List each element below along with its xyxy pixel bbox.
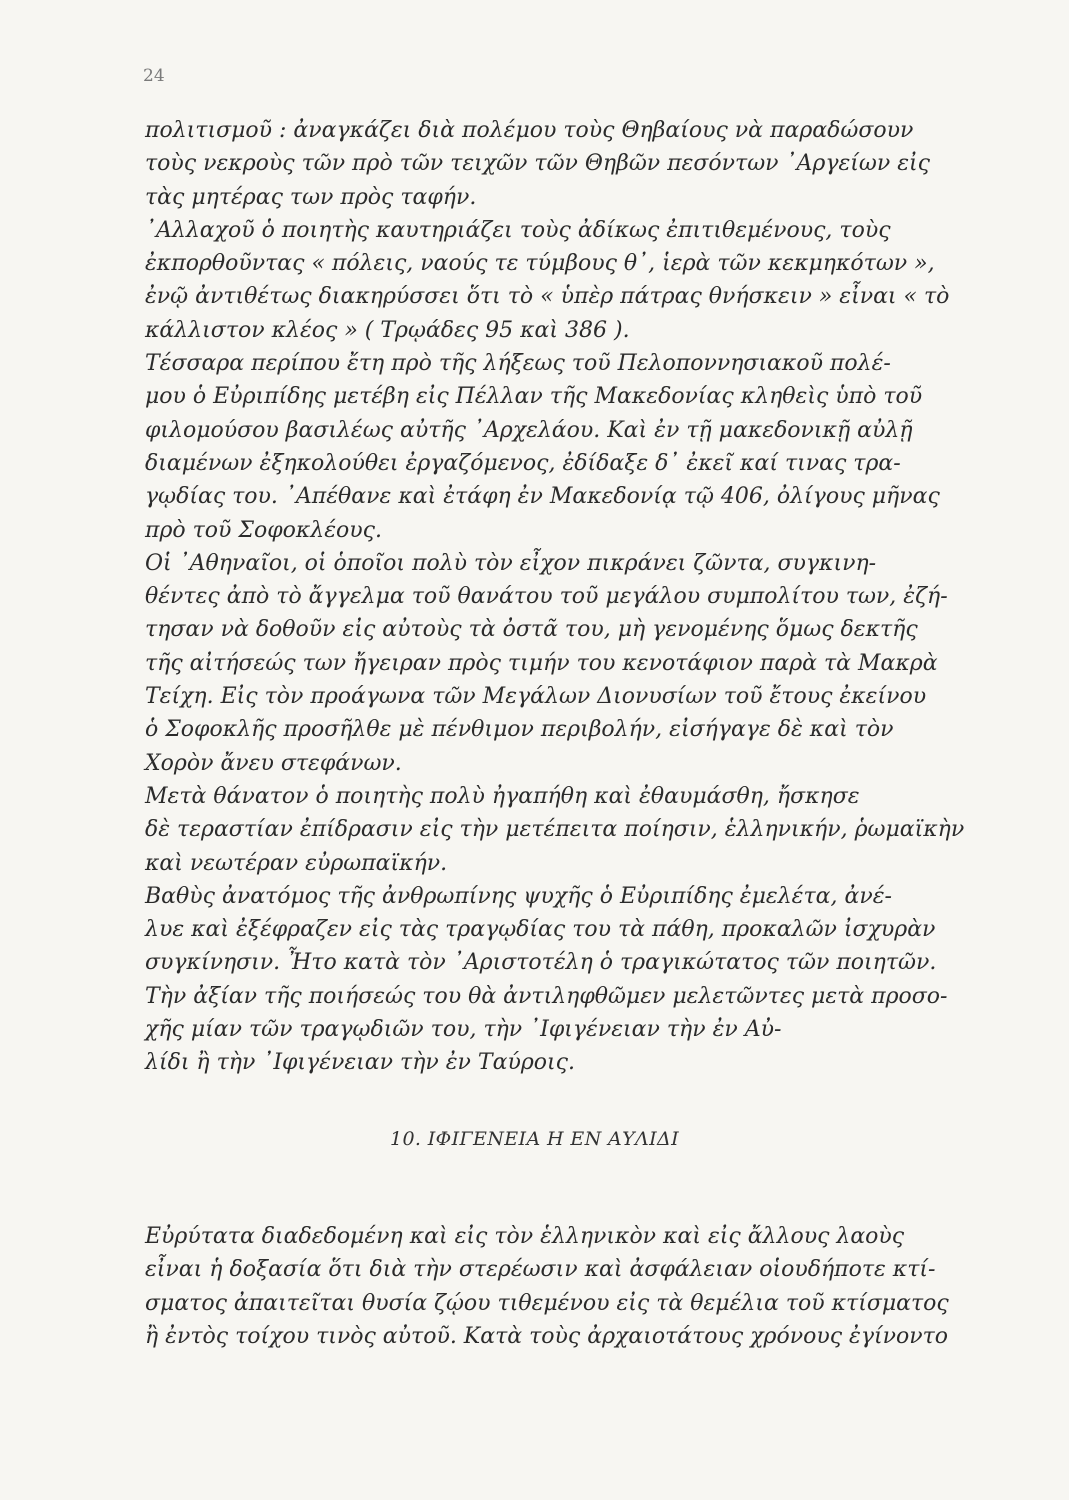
text-line: σματος ἀπαιτεῖται θυσία ζῴου τιθεμένου εἰς τὰ θεμέλια τοῦ κτίσματος bbox=[145, 1290, 949, 1316]
text-line: κάλλιστον κλέος » ( Τρῳάδες 95 καὶ 386 ). bbox=[145, 317, 630, 343]
text-line: Εὐρύτατα διαδεδομένη καὶ εἰς τὸν ἑλληνικὸν καὶ εἰς ἄλλους λαοὺς bbox=[145, 1224, 905, 1249]
text-line: καὶ νεωτέραν εὐρωπαϊκήν. bbox=[145, 850, 448, 876]
text-line: Βαθὺς ἀνατόμος τῆς ἀνθρωπίνης ψυχῆς ὁ Εὐριπίδης ἐμελέτα, ἀνέ- bbox=[145, 883, 892, 909]
text-line: ἐκπορθοῦντας « πόλεις, ναούς τε τύμβους θ᾿, ἱερὰ τῶν κεκμηκότων », bbox=[145, 251, 935, 277]
text-line: Μετὰ θάνατον ὁ ποιητὴς πολὺ ἠγαπήθη καὶ ἐθαυμάσθη, ἤσκησε bbox=[145, 783, 860, 809]
text-line: θέντες ἀπὸ τὸ ἄγγελμα τοῦ θανάτου τοῦ μεγάλου συμπολίτου των, ἐζή- bbox=[145, 584, 948, 610]
text-line: χῆς μίαν τῶν τραγῳδιῶν του, τὴν ᾿Ιφιγένειαν τὴν ἐν Αὐ- bbox=[145, 1017, 782, 1043]
section-heading: 10. ΙΦΙΓΕΝΕΙΑ Η ΕΝ ΑΥΛΙΔΙ bbox=[389, 1128, 680, 1150]
text-line: τοὺς νεκροὺς τῶν πρὸ τῶν τειχῶν τῶν Θηβῶν πεσόντων ᾿Αργείων εἰς bbox=[145, 151, 930, 177]
page-number: 24 bbox=[143, 66, 165, 86]
text-line: Οἱ ᾿Αθηναῖοι, οἱ ὁποῖοι πολὺ τὸν εἶχον πικράνει ζῶντα, συγκινη- bbox=[145, 550, 877, 576]
text-line: λίδι ἢ τὴν ᾿Ιφιγένειαν τὴν ἐν Ταύροις. bbox=[145, 1050, 575, 1076]
text-line: Τείχη. Εἰς τὸν προάγωνα τῶν Μεγάλων Διονυσίων τοῦ ἔτους ἐκείνου bbox=[145, 684, 927, 710]
text-line: πολιτισμοῦ : ἀναγκάζει διὰ πολέμου τοὺς Θηβαίους νὰ παραδώσουν bbox=[145, 118, 914, 143]
text-line: τῆς αἰτήσεώς των ἤγειραν πρὸς τιμήν του κενοτάφιον παρὰ τὰ Μακρὰ bbox=[145, 650, 938, 676]
body-text-section-2 bbox=[145, 1220, 1021, 1353]
text-line: Χορὸν ἄνευ στεφάνων. bbox=[145, 750, 402, 776]
text-line: ὁ Σοφοκλῆς προσῆλθε μὲ πένθιμον περιβολήν, εἰσήγαγε δὲ καὶ τὸν bbox=[145, 717, 894, 743]
text-line: εἶναι ἡ δοξασία ὅτι διὰ τὴν στερέωσιν καὶ ἀσφάλειαν οἱουδήποτε κτί- bbox=[145, 1257, 936, 1283]
text-line: ἢ ἐντὸς τοίχου τινὸς αὐτοῦ. Κατὰ τοὺς ἀρχαιοτάτους χρόνους ἐγίνοντο bbox=[145, 1323, 949, 1349]
text-line: τὰς μητέρας των πρὸς ταφήν. bbox=[145, 184, 477, 210]
text-line: Τὴν ἀξίαν τῆς ποιήσεώς του θὰ ἀντιληφθῶμεν μελετῶντες μετὰ προσο- bbox=[145, 983, 948, 1009]
text-line: διαμένων ἐξηκολούθει ἐργαζόμενος, ἐδίδαξε δ᾿ ἐκεῖ καί τινας τρα- bbox=[145, 450, 901, 476]
text-line: Τέσσαρα περίπου ἔτη πρὸ τῆς λήξεως τοῦ Πελοποννησιακοῦ πολέ- bbox=[145, 351, 891, 377]
text-line: φιλομούσου βασιλέως αὐτῆς ᾿Αρχελάου. Καὶ ἐν τῇ μακεδονικῇ αὐλῇ bbox=[145, 417, 913, 443]
text-line: λυε καὶ ἐξέφραζεν εἰς τὰς τραγῳδίας του τὰ πάθη, προκαλῶν ἰσχυρὰν bbox=[145, 917, 936, 943]
text-line: πρὸ τοῦ Σοφοκλέους. bbox=[145, 517, 382, 543]
text-line: ᾿Αλλαχοῦ ὁ ποιητὴς καυτηριάζει τοὺς ἀδίκως ἐπιτιθεμένους, τοὺς bbox=[145, 217, 891, 243]
text-line: ἐνῷ ἀντιθέτως διακηρύσσει ὅτι τὸ « ὑπὲρ πάτρας θνήσκειν » εἶναι « τὸ bbox=[145, 284, 950, 310]
text-line: δὲ τεραστίαν ἐπίδρασιν εἰς τὴν μετέπειτα ποίησιν, ἑλληνικήν, ῥωμαϊκὴν bbox=[145, 817, 965, 843]
body-text-section-1 bbox=[145, 114, 1021, 1080]
text-line: συγκίνησιν. Ἦτο κατὰ τὸν ᾿Αριστοτέλη ὁ τραγικώτατος τῶν ποιητῶν. bbox=[145, 950, 937, 976]
text-line: γῳδίας του. ᾿Απέθανε καὶ ἐτάφη ἐν Μακεδονίᾳ τῷ 406, ὀλίγους μῆνας bbox=[145, 484, 940, 510]
text-line: μου ὁ Εὐριπίδης μετέβη εἰς Πέλλαν τῆς Μακεδονίας κληθεὶς ὑπὸ τοῦ bbox=[145, 384, 923, 410]
text-line: τησαν νὰ δοθοῦν εἰς αὐτοὺς τὰ ὀστᾶ του, μὴ γενομένης ὅμως δεκτῆς bbox=[145, 617, 918, 643]
